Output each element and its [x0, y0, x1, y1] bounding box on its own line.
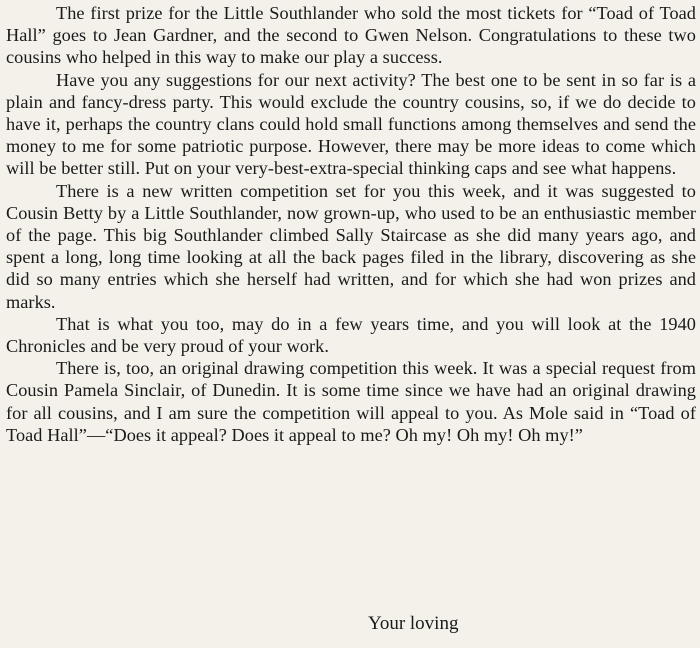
article-body	[6, 2, 696, 446]
paragraph-prize-winners: The first prize for the Little Southlander who sold the most tickets for “Toad of Toad Hall” goes to Jean Gardner, and the second to Gwen Nelson. Congratulations to these two cousins who helped in this way to make our play a success.	[6, 3, 696, 68]
paragraph-drawing-competition: There is, too, an original drawing competition this week. It was a special request from Cousin Pamela Sinclair, of Dunedin. It is some time since we have had an original drawing for all cousins, and I am sure the competition will appeal to you. As Mole said in “Toad of Toad Hall”—“Does it appeal? Does it appeal to me? Oh my! Oh my! Oh my!”	[6, 358, 696, 445]
signoff: Your loving	[368, 613, 459, 634]
paragraph-next-activity: Have you any suggestions for our next activity? The best one to be sent in so far is a plain and fancy-dress party. This would exclude the country cousins, so, if we do decide to have it, perhaps the country clans could hold small functions among themselves and send the money to me for some patriotic purpose. However, there may be more ideas to come which will be better still. Put on your very-best-extra-special thinking caps and see what happens.	[6, 69, 696, 179]
paragraph-written-competition: There is a new written competition set for you this week, and it was suggested to Cousin Betty by a Little Southlander, now grown-up, who used to be an enthusiastic member of the page. This big Southlander climbed Sally Staircase as she did many years ago, and spent a long, long time looking at all the back pages filed in the library, discovering as she did so many entries which she herself had written, and for which she had won prizes and marks.	[6, 180, 696, 312]
paragraph-chronicles: That is what you too, may do in a few years time, and you will look at the 1940 Chronicles and be very proud of your work.	[6, 313, 696, 357]
